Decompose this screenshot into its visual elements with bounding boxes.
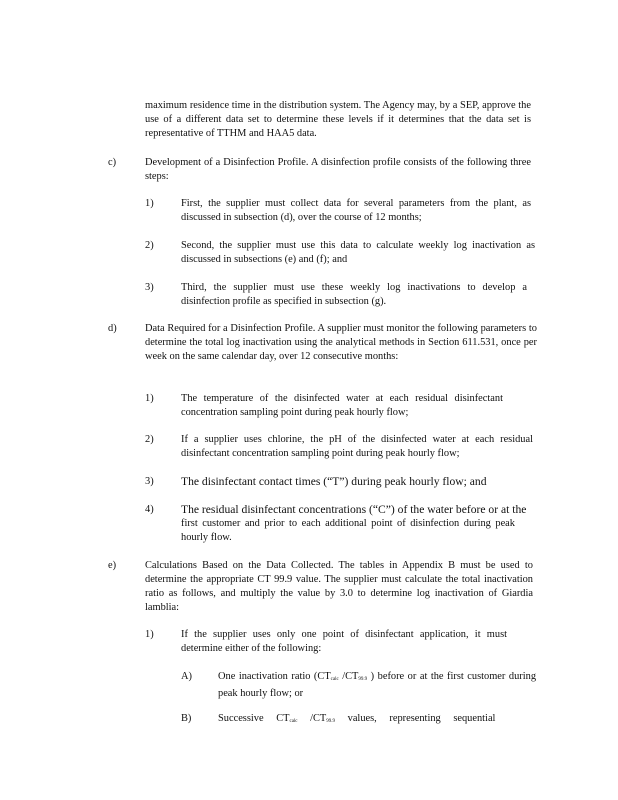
subitem-a-sub-999: 99.9 [358, 677, 368, 682]
section-c-text: Development of a Disinfection Profile. A disinfection profile consists of the following three steps: [145, 157, 531, 182]
section-c-item-1-label: 1) [145, 198, 154, 209]
section-e-item-1-text: If the supplier uses only one point of disinfectant application, it must determine either of the following: [181, 629, 507, 654]
section-c-item-2-text: Second, the supplier must use this data to calculate weekly log inactivation as discussed in subsections (e) and (f); and [181, 240, 535, 265]
section-e-item-1-label: 1) [145, 629, 154, 640]
subitem-b-sub-999: 99.9 [326, 719, 336, 724]
section-d-item-4-line-2: first customer and prior to each additional point of disinfection during peak hourly flow. [181, 518, 515, 543]
section-d-item-1-label: 1) [145, 393, 154, 404]
section-c-label: c) [108, 157, 117, 168]
section-c-item-1-text: First, the supplier must collect data for several parameters from the plant, as discussed in subsection (d), over the course of 12 months; [181, 198, 531, 223]
section-d-item-1-text: The temperature of the disinfected water at each residual disinfectant concentration sampling point during peak hourly flow; [181, 393, 503, 418]
section-e-subitem-a-label: A) [181, 671, 192, 682]
section-d-item-4-text [181, 503, 541, 545]
subitem-a-pre: One inactivation ratio (CT [218, 671, 331, 682]
subitem-b-mid: /CT [297, 713, 327, 724]
section-d-label: d) [108, 323, 117, 334]
subitem-a-mid: /CT [338, 671, 359, 682]
section-c-item-3-text: Third, the supplier must use these weekly log inactivations to develop a disinfection profile as specified in subsection (g). [181, 282, 527, 307]
intro-paragraph: maximum residence time in the distribution system. The Agency may, by a SEP, approve the use of a different data set to determine these levels if it determines that the data set is representative of TTHM and HAA5 data. [145, 100, 531, 139]
subitem-a-sub-calc: calc [330, 677, 339, 682]
section-e-text: Calculations Based on the Data Collected. The tables in Appendix B must be used to determine the appropriate CT 99.9 value. The supplier must calculate the total inactivation ratio as follows, and multiply the value by 3.0 to determine log inactivation of Giardia lamblia: [145, 560, 533, 613]
section-d-item-2-label: 2) [145, 434, 154, 445]
section-e-subitem-a-text [218, 670, 536, 701]
section-d-item-4-line-1: The residual disinfectant concentrations (“C”) of the water before or at the [181, 503, 527, 516]
section-d-item-4-label: 4) [145, 504, 154, 515]
section-e-subitem-b-label: B) [181, 713, 192, 724]
section-c-item-3-label: 3) [145, 282, 154, 293]
section-d-item-2-text: If a supplier uses chlorine, the pH of the disinfected water at each residual disinfectant concentration sampling point during peak hourly flow; [181, 434, 533, 459]
subitem-b-sub-calc: calc [289, 719, 298, 724]
section-c-item-2-label: 2) [145, 240, 154, 251]
subitem-b-post: values, representing sequential [335, 713, 496, 724]
subitem-a-post: ) before or at the first customer during peak hourly flow; or [218, 671, 537, 699]
section-e-subitem-b-text [218, 712, 536, 729]
subitem-b-pre: Successive CT [218, 713, 290, 724]
section-d-text: Data Required for a Disinfection Profile. A supplier must monitor the following parameters to determine the total log inactivation using the analytical methods in Section 611.531, once per week on the same calendar day, over 12 consecutive months: [145, 323, 537, 362]
section-d-item-3-label: 3) [145, 476, 154, 487]
section-e-label: e) [108, 560, 117, 571]
section-d-item-3-text: The disinfectant contact times (“T”) during peak hourly flow; and [181, 475, 487, 488]
